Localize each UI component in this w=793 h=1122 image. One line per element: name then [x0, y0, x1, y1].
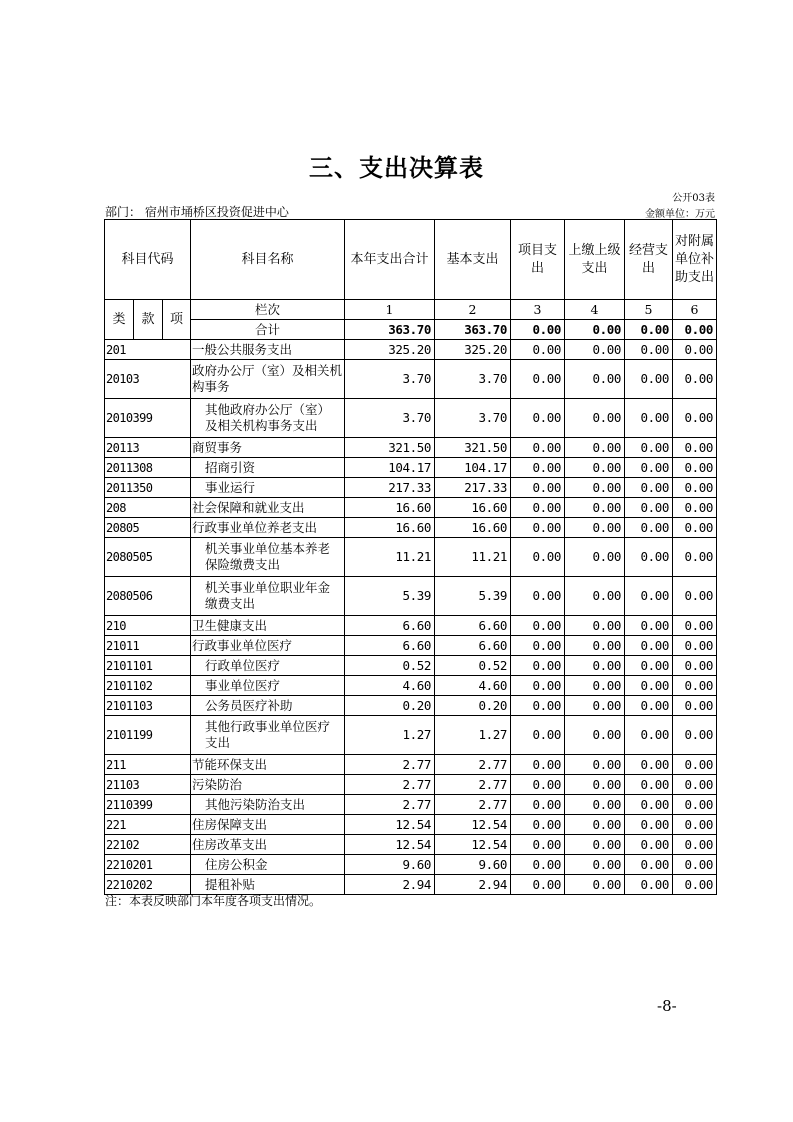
row-value: 217.33	[345, 478, 435, 498]
row-value: 321.50	[345, 438, 435, 458]
row-value: 0.00	[565, 775, 625, 795]
row-code: 2011350	[105, 478, 191, 498]
row-value: 3.70	[435, 399, 511, 438]
row-value: 0.00	[625, 340, 673, 360]
table-row	[105, 438, 717, 458]
column-number: 3	[511, 300, 565, 320]
row-code: 20113	[105, 438, 191, 458]
row-code: 2080505	[105, 538, 191, 577]
row-value: 0.00	[673, 577, 717, 616]
row-value: 0.00	[565, 755, 625, 775]
row-value: 0.00	[625, 438, 673, 458]
row-name: 商贸事务	[191, 438, 345, 458]
row-value: 0.00	[673, 538, 717, 577]
row-value: 0.00	[565, 478, 625, 498]
table-note: 注：本表反映部门本年度各项支出情况。	[105, 894, 322, 908]
row-value: 0.00	[565, 815, 625, 835]
row-value: 11.21	[345, 538, 435, 577]
row-value: 0.00	[673, 438, 717, 458]
row-name: 事业单位医疗	[191, 676, 345, 696]
row-value: 0.00	[511, 875, 565, 895]
row-code: 2101101	[105, 656, 191, 676]
row-code: 20103	[105, 360, 191, 399]
row-value: 2.77	[345, 775, 435, 795]
row-value: 0.00	[565, 498, 625, 518]
row-value: 0.00	[565, 438, 625, 458]
row-value: 0.00	[565, 875, 625, 895]
row-code: 211	[105, 755, 191, 775]
row-value: 0.00	[625, 360, 673, 399]
row-value: 0.00	[625, 518, 673, 538]
row-value: 0.00	[565, 676, 625, 696]
row-name: 事业运行	[191, 478, 345, 498]
row-value: 0.00	[673, 458, 717, 478]
row-value: 0.00	[511, 616, 565, 636]
row-value: 0.00	[625, 696, 673, 716]
table-row	[105, 458, 717, 478]
row-value: 0.00	[673, 656, 717, 676]
row-value: 0.00	[625, 835, 673, 855]
row-value: 0.00	[625, 577, 673, 616]
row-name: 提租补贴	[191, 875, 345, 895]
table-row	[105, 636, 717, 656]
row-value: 104.17	[435, 458, 511, 478]
row-value: 0.00	[625, 399, 673, 438]
table-row	[105, 755, 717, 775]
row-name: 住房保障支出	[191, 815, 345, 835]
row-name: 行政事业单位医疗	[191, 636, 345, 656]
row-value: 0.00	[565, 399, 625, 438]
row-name: 污染防治	[191, 775, 345, 795]
row-name: 卫生健康支出	[191, 616, 345, 636]
row-value: 0.00	[511, 835, 565, 855]
row-name: 机关事业单位基本养老保险缴费支出	[191, 538, 345, 577]
row-value: 0.00	[673, 636, 717, 656]
row-value: 0.00	[565, 855, 625, 875]
table-row	[105, 696, 717, 716]
row-value: 0.00	[673, 518, 717, 538]
row-value: 0.00	[673, 795, 717, 815]
row-value: 0.52	[345, 656, 435, 676]
row-value: 3.70	[345, 399, 435, 438]
row-value: 6.60	[435, 616, 511, 636]
row-value: 5.39	[435, 577, 511, 616]
row-name: 机关事业单位职业年金缴费支出	[191, 577, 345, 616]
row-value: 0.00	[511, 518, 565, 538]
row-code: 2101103	[105, 696, 191, 716]
department-label: 部门： 宿州市埇桥区投资促进中心	[105, 205, 289, 219]
row-value: 0.00	[565, 636, 625, 656]
row-value: 321.50	[435, 438, 511, 458]
row-value: 0.00	[565, 835, 625, 855]
row-value: 0.00	[511, 795, 565, 815]
header-name: 科目名称	[191, 220, 345, 300]
row-value: 0.00	[673, 340, 717, 360]
table-row	[105, 498, 717, 518]
row-name: 招商引资	[191, 458, 345, 478]
column-number: 4	[565, 300, 625, 320]
row-value: 1.27	[345, 716, 435, 755]
row-code: 22102	[105, 835, 191, 855]
row-code: 2080506	[105, 577, 191, 616]
row-name: 住房公积金	[191, 855, 345, 875]
form-number: 公开03表	[672, 193, 715, 204]
row-name: 一般公共服务支出	[191, 340, 345, 360]
row-value: 12.54	[345, 815, 435, 835]
total-value: 0.00	[625, 320, 673, 340]
row-value: 0.00	[673, 835, 717, 855]
row-value: 16.60	[345, 498, 435, 518]
table-row	[105, 716, 717, 755]
row-value: 0.20	[345, 696, 435, 716]
row-value: 0.00	[565, 340, 625, 360]
table-header-row	[105, 220, 717, 300]
row-value: 0.00	[625, 458, 673, 478]
row-code: 2101102	[105, 676, 191, 696]
row-value: 0.00	[625, 498, 673, 518]
row-value: 0.00	[625, 636, 673, 656]
row-value: 0.00	[625, 656, 673, 676]
column-number: 1	[345, 300, 435, 320]
row-value: 0.00	[625, 755, 673, 775]
row-value: 0.00	[511, 438, 565, 458]
row-value: 0.00	[511, 577, 565, 616]
page-number: -8-	[657, 997, 677, 1015]
row-value: 3.70	[345, 360, 435, 399]
row-value: 0.00	[625, 478, 673, 498]
row-value: 4.60	[435, 676, 511, 696]
row-name: 住房改革支出	[191, 835, 345, 855]
row-value: 2.77	[435, 795, 511, 815]
row-value: 3.70	[435, 360, 511, 399]
row-value: 0.00	[673, 815, 717, 835]
row-value: 0.00	[511, 458, 565, 478]
row-name: 其他污染防治支出	[191, 795, 345, 815]
row-code: 21103	[105, 775, 191, 795]
row-value: 0.00	[511, 498, 565, 518]
total-value: 0.00	[673, 320, 717, 340]
row-value: 0.00	[565, 360, 625, 399]
table-row	[105, 577, 717, 616]
row-value: 12.54	[435, 815, 511, 835]
row-value: 6.60	[345, 616, 435, 636]
row-name: 政府办公厅（室）及相关机构事务	[191, 360, 345, 399]
column-number: 2	[435, 300, 511, 320]
row-value: 0.00	[511, 399, 565, 438]
row-value: 2.77	[435, 775, 511, 795]
column-number: 6	[673, 300, 717, 320]
table-row	[105, 815, 717, 835]
row-value: 0.00	[625, 875, 673, 895]
amount-unit-label: 金额单位：万元	[645, 209, 715, 220]
row-name: 节能环保支出	[191, 755, 345, 775]
total-value: 0.00	[511, 320, 565, 340]
header-project: 项目支出	[511, 220, 565, 300]
row-code: 2110399	[105, 795, 191, 815]
table-row	[105, 340, 717, 360]
row-value: 0.00	[625, 538, 673, 577]
total-value: 363.70	[345, 320, 435, 340]
row-value: 0.00	[565, 577, 625, 616]
row-code: 2010399	[105, 399, 191, 438]
row-name: 行政事业单位养老支出	[191, 518, 345, 538]
row-value: 0.00	[625, 855, 673, 875]
row-value: 0.00	[565, 716, 625, 755]
row-value: 16.60	[345, 518, 435, 538]
table-row	[105, 518, 717, 538]
row-value: 217.33	[435, 478, 511, 498]
row-value: 0.00	[565, 538, 625, 577]
row-code: 2210202	[105, 875, 191, 895]
row-value: 0.00	[625, 815, 673, 835]
row-name: 行政单位医疗	[191, 656, 345, 676]
row-code: 2101199	[105, 716, 191, 755]
row-value: 0.00	[511, 855, 565, 875]
table-row	[105, 795, 717, 815]
row-code: 221	[105, 815, 191, 835]
table-row	[105, 399, 717, 438]
row-value: 16.60	[435, 498, 511, 518]
header-lei: 类	[105, 300, 134, 340]
total-value: 0.00	[565, 320, 625, 340]
row-value: 0.00	[673, 616, 717, 636]
row-name: 公务员医疗补助	[191, 696, 345, 716]
row-value: 5.39	[345, 577, 435, 616]
row-value: 0.00	[673, 855, 717, 875]
table-row	[105, 775, 717, 795]
row-value: 0.00	[673, 478, 717, 498]
row-value: 0.00	[565, 518, 625, 538]
table-row	[105, 676, 717, 696]
row-value: 0.00	[673, 360, 717, 399]
column-number-row	[105, 300, 717, 320]
header-subsidy: 对附属单位补助支出	[673, 220, 717, 300]
total-label: 合计	[191, 320, 345, 340]
row-value: 0.00	[625, 616, 673, 636]
table-row	[105, 538, 717, 577]
header-total: 本年支出合计	[345, 220, 435, 300]
row-value: 0.00	[511, 775, 565, 795]
row-value: 0.00	[673, 696, 717, 716]
row-value: 0.00	[673, 875, 717, 895]
page-title: 三、支出决算表	[309, 154, 484, 182]
row-value: 0.00	[673, 716, 717, 755]
row-value: 0.20	[435, 696, 511, 716]
total-value: 363.70	[435, 320, 511, 340]
row-value: 0.00	[511, 360, 565, 399]
row-value: 325.20	[345, 340, 435, 360]
header-lanci: 栏次	[191, 300, 345, 320]
table-row	[105, 835, 717, 855]
table-row	[105, 616, 717, 636]
row-value: 0.00	[673, 399, 717, 438]
row-value: 0.00	[511, 478, 565, 498]
row-code: 2210201	[105, 855, 191, 875]
row-value: 12.54	[435, 835, 511, 855]
row-value: 0.00	[625, 716, 673, 755]
row-value: 0.00	[565, 656, 625, 676]
row-value: 0.00	[511, 636, 565, 656]
row-code: 201	[105, 340, 191, 360]
row-value: 0.00	[511, 755, 565, 775]
row-value: 0.00	[511, 656, 565, 676]
column-number: 5	[625, 300, 673, 320]
row-value: 0.00	[511, 815, 565, 835]
table-row	[105, 656, 717, 676]
row-value: 2.94	[435, 875, 511, 895]
row-value: 104.17	[345, 458, 435, 478]
row-code: 208	[105, 498, 191, 518]
row-value: 2.94	[345, 875, 435, 895]
row-code: 2011308	[105, 458, 191, 478]
table-row	[105, 478, 717, 498]
header-kuan: 款	[134, 300, 163, 340]
header-code: 科目代码	[105, 220, 191, 300]
row-value: 16.60	[435, 518, 511, 538]
row-value: 11.21	[435, 538, 511, 577]
table-row	[105, 855, 717, 875]
row-value: 4.60	[345, 676, 435, 696]
row-value: 0.00	[511, 696, 565, 716]
row-code: 20805	[105, 518, 191, 538]
row-value: 0.00	[511, 676, 565, 696]
row-code: 21011	[105, 636, 191, 656]
row-value: 0.00	[673, 498, 717, 518]
row-value: 2.77	[345, 755, 435, 775]
row-value: 0.00	[565, 458, 625, 478]
row-value: 0.00	[673, 676, 717, 696]
row-value: 0.00	[673, 755, 717, 775]
row-value: 0.00	[511, 340, 565, 360]
row-value: 6.60	[435, 636, 511, 656]
row-value: 0.00	[565, 795, 625, 815]
total-row	[105, 320, 717, 340]
header-business: 经营支出	[625, 220, 673, 300]
row-value: 9.60	[345, 855, 435, 875]
row-value: 0.00	[565, 616, 625, 636]
row-name: 社会保障和就业支出	[191, 498, 345, 518]
row-value: 6.60	[345, 636, 435, 656]
row-value: 0.00	[565, 696, 625, 716]
row-code: 210	[105, 616, 191, 636]
row-value: 0.00	[511, 538, 565, 577]
header-basic: 基本支出	[435, 220, 511, 300]
row-value: 0.00	[625, 775, 673, 795]
row-value: 0.00	[625, 795, 673, 815]
row-value: 1.27	[435, 716, 511, 755]
row-value: 0.00	[511, 716, 565, 755]
row-value: 0.00	[625, 676, 673, 696]
header-upper: 上缴上级支出	[565, 220, 625, 300]
table-row	[105, 360, 717, 399]
row-value: 0.52	[435, 656, 511, 676]
row-name: 其他政府办公厅（室）及相关机构事务支出	[191, 399, 345, 438]
row-value: 0.00	[673, 775, 717, 795]
row-name: 其他行政事业单位医疗支出	[191, 716, 345, 755]
row-value: 2.77	[435, 755, 511, 775]
row-value: 2.77	[345, 795, 435, 815]
row-value: 325.20	[435, 340, 511, 360]
expenditure-table	[104, 219, 717, 895]
row-value: 12.54	[345, 835, 435, 855]
header-xiang: 项	[163, 300, 191, 340]
row-value: 9.60	[435, 855, 511, 875]
